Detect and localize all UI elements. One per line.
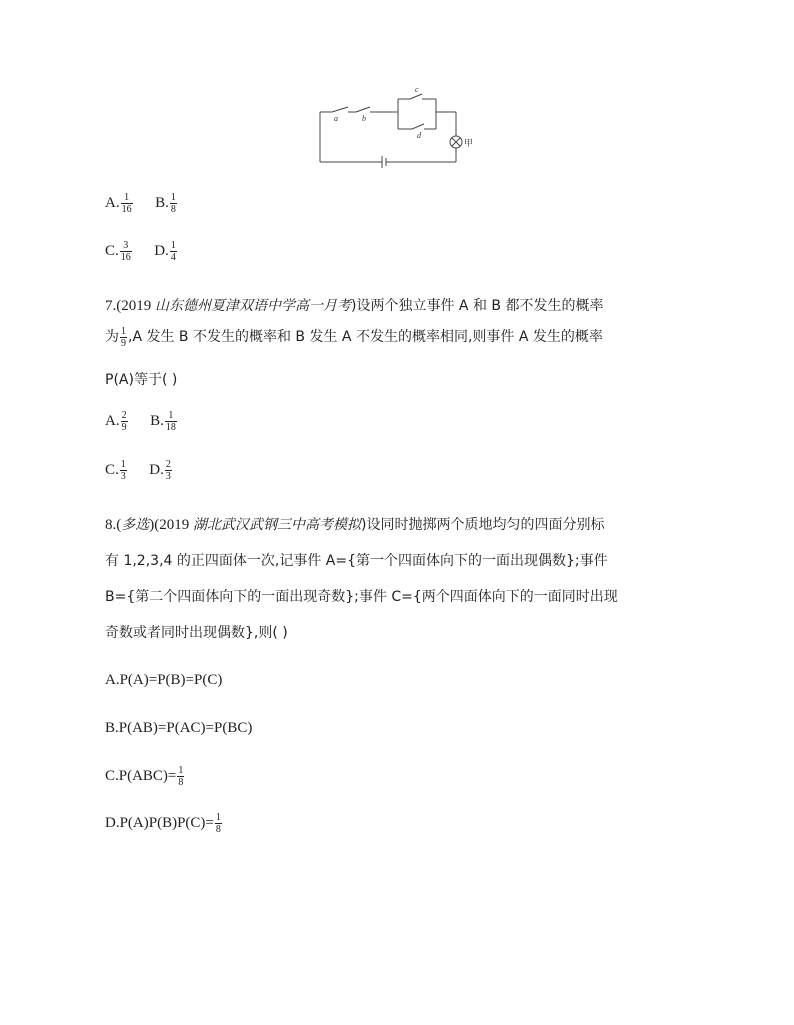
q7-source: 山东德州夏津双语中学高一月考 bbox=[155, 298, 351, 314]
q8-line-2: 有 1,2,3,4 的正四面体一次,记事件 A={第一个四面体向下的一面出现偶数};事件 bbox=[105, 553, 608, 569]
q8-option-b: B.P(AB)=P(AC)=P(BC) bbox=[105, 720, 253, 736]
q8-option-d: D.P(A)P(B)P(C)= $\frac{1}{8}$ bbox=[105, 812, 221, 835]
q7-line-3: P(A)等于( ) bbox=[105, 372, 178, 388]
q6-row-cd bbox=[105, 240, 178, 263]
q7-option-c: C. $\frac{1}{3}$ bbox=[105, 459, 126, 482]
q7-option-a: A. $\frac{2}{9}$ bbox=[105, 410, 127, 433]
lamp-label: 甲 bbox=[464, 139, 474, 149]
q8-option-c: C.P(ABC)= $\frac{1}{8}$ bbox=[105, 765, 184, 788]
q6-option-d: D. $\frac{1}{4}$ bbox=[154, 240, 176, 263]
q7-fraction: $\frac{1}{9}$ bbox=[121, 326, 126, 350]
q8-tag: 多选 bbox=[121, 517, 150, 533]
circuit-diagram bbox=[318, 84, 478, 174]
q7-row-cd bbox=[105, 459, 173, 482]
switch-a-label: a bbox=[334, 114, 338, 123]
q7-line-2: 为 $\frac{1}{9}$ ,A 发生 B 不发生的概率和 B 发生 A 不发生的概率相同,则事件 A 发生的概率 bbox=[105, 326, 603, 350]
q8-line-4: 奇数或者同时出现偶数},则( ) bbox=[105, 625, 288, 641]
q6-option-a: A. $\frac{1}{16}$ bbox=[105, 192, 132, 215]
q7-option-b: B. $\frac{1}{18}$ bbox=[150, 410, 176, 433]
q7-line-1: 7.(2019 山东德州夏津双语中学高一月考)设两个独立事件 A 和 B 都不发生的概率 bbox=[105, 298, 604, 314]
switch-b-label: b bbox=[362, 114, 366, 123]
switch-d-label: d bbox=[417, 131, 421, 140]
q6-option-b: B. $\frac{1}{8}$ bbox=[155, 192, 176, 215]
switch-c-label: c bbox=[415, 85, 419, 94]
q6-row-ab bbox=[105, 192, 178, 215]
q8-line-1: 8.(多选)(2019 湖北武汉武钢三中高考模拟)设同时抛掷两个质地均匀的四面分别标 bbox=[105, 517, 605, 533]
q7-row-ab bbox=[105, 410, 178, 433]
q6-option-c: C. $\frac{3}{16}$ bbox=[105, 240, 131, 263]
q7-option-d: D. $\frac{2}{3}$ bbox=[149, 459, 171, 482]
q8-line-3: B={第二个四面体向下的一面出现奇数};事件 C={两个四面体向下的一面同时出现 bbox=[105, 589, 618, 605]
q8-option-a: A.P(A)=P(B)=P(C) bbox=[105, 672, 223, 688]
q8-source: 湖北武汉武钢三中高考模拟 bbox=[193, 517, 361, 533]
